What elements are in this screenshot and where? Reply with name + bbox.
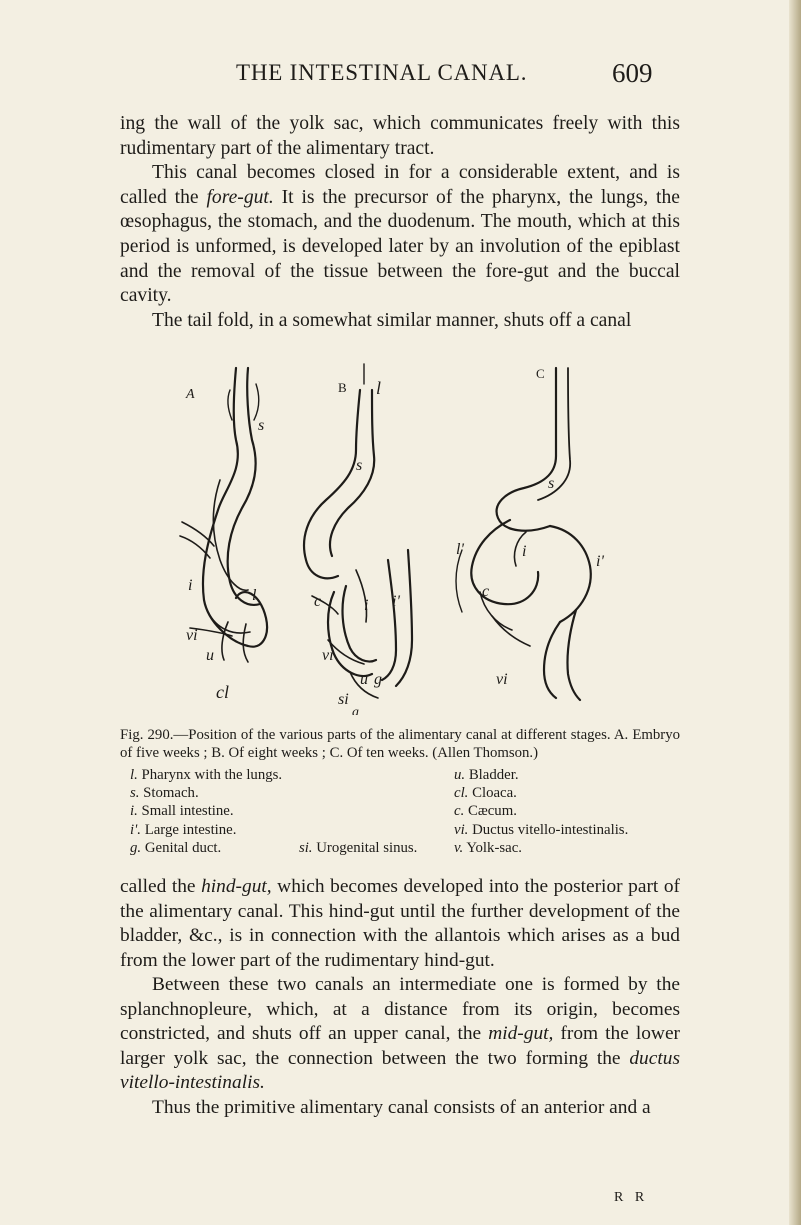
para2-sentence-1: called the hind-gut, which becomes developed into the posterior part of the alimentary canal. This hind-gut until the further development of the bladder, &c., is in connection with the allantois which arises as a bud from the lower part of the rudimentary hind-gut.: [120, 876, 680, 971]
legend-item: s. Stomach.: [130, 785, 199, 802]
legend-item: i. Small intestine.: [130, 803, 234, 820]
panel-b-label-c: c: [314, 593, 322, 610]
para1-block-b: [120, 161, 680, 309]
para1-text-a: ing the wall of the yolk sac, which communicates freely with this rudimentary part of the alimentary tract.: [120, 113, 680, 159]
figure-290: [120, 360, 680, 715]
legend-mid-key: si.: [298, 839, 313, 856]
panel-a-label-cl: cl: [216, 682, 229, 702]
running-head: THE INTESTINAL CANAL.: [236, 60, 528, 85]
panel-c-drawing: [456, 368, 591, 700]
para1-text-b-post: It is the precursor of the pharynx, the lungs, the œsophagus, the stomach, and the duodenum. The mouth, which at this period is unformed, is developed later by an involution of the epiblast and the removal of the tissue between the fore-gut and the buccal cavity.: [120, 186, 680, 307]
panel-b-label-i-prime: i': [392, 593, 400, 610]
panel-c-label-l-prime: l': [456, 541, 464, 558]
panel-c-letter: C: [536, 366, 545, 381]
legend-item: vi. Ductus vitello-intestinalis.: [454, 821, 629, 838]
legend-item: cl. Cloaca.: [454, 785, 517, 802]
paragraph-1: [120, 112, 680, 333]
panel-b-label-i: i: [364, 597, 369, 614]
paragraph-2: [120, 875, 680, 1120]
legend-item: g. Genital duct. si. Urogenital sinus.: [130, 839, 418, 856]
panel-a-letter: A: [186, 387, 195, 402]
legend-item: u. Bladder.: [454, 767, 519, 783]
panel-a-label-u: u: [206, 647, 214, 664]
figure-caption: [120, 726, 680, 856]
para2-sentence-2: Between these two canals an intermediate one is formed by the splanchnopleure, which, at a distance from its origin, becomes constricted, and shuts off an upper canal, the mid-gut, from the lower larger yolk sac, the connection between the two forming the ductus vitello-intestinalis.: [120, 974, 681, 1093]
panel-c-label-i: i: [522, 543, 527, 560]
term-ductus-vitello-intestinalis: ductus vitello-intestinalis.: [120, 1047, 680, 1093]
panel-a-label-s: s: [258, 417, 265, 434]
panel-b-label-vi: vi: [322, 647, 334, 664]
figure-drawing: [120, 360, 680, 715]
panel-c-label-i-prime: i': [596, 553, 604, 570]
figure-bottom-letter: a: [352, 705, 359, 715]
panel-c-label-s: s: [548, 475, 555, 492]
para1-text-b-pre: This canal becomes closed in for a considerable extent, and is called the: [120, 162, 680, 208]
panel-a-label-l: l: [252, 587, 257, 604]
panel-b-label-u: u: [360, 671, 368, 688]
legend-item: v. Yolk-sac.: [454, 839, 522, 856]
legend-item: i'. Large intestine.: [130, 821, 237, 838]
panel-b-label-l: l: [376, 378, 382, 398]
panel-b-label-g: g: [374, 671, 382, 688]
panel-b-label-si: si: [338, 691, 349, 708]
panel-b-drawing: [304, 364, 412, 698]
panel-a-label-vi: vi: [186, 627, 198, 644]
panel-b-label-s: s: [356, 457, 363, 474]
para2-sentence-3: Thus the primitive alimentary canal consists of an anterior and a: [152, 1096, 651, 1118]
panel-c-label-c: c: [482, 583, 490, 600]
legend-left-column: [130, 766, 418, 857]
legend-item: l. Pharynx with the lungs.: [130, 767, 283, 783]
term-mid-gut: mid-gut,: [488, 1023, 554, 1044]
term-hind-gut: hind-gut,: [201, 876, 272, 897]
legend-right-column: [454, 766, 680, 857]
legend-item: c. Cæcum.: [454, 803, 517, 820]
page-number: 609: [612, 58, 653, 88]
legend-mid-text: Urogenital sinus.: [316, 839, 418, 856]
panel-c-label-vi: vi: [496, 671, 508, 688]
caption-head: Fig. 290.—Position of the various parts of the alimentary canal at different stages. A. Embryo of five weeks ; B. Of eight weeks ; C. Of ten weeks. (Allen Thomson.): [120, 727, 680, 762]
panel-a-label-i: i: [188, 577, 193, 594]
para1-text-c: The tail fold, in a somewhat similar manner, shuts off a canal: [152, 309, 632, 331]
panel-a-drawing: [180, 368, 267, 662]
term-fore-gut: fore-gut.: [206, 186, 274, 208]
page-edge: [789, 0, 801, 1225]
page-header: [0, 58, 801, 92]
panel-b-letter: B: [338, 380, 347, 395]
signature-mark: R R: [614, 1190, 649, 1205]
